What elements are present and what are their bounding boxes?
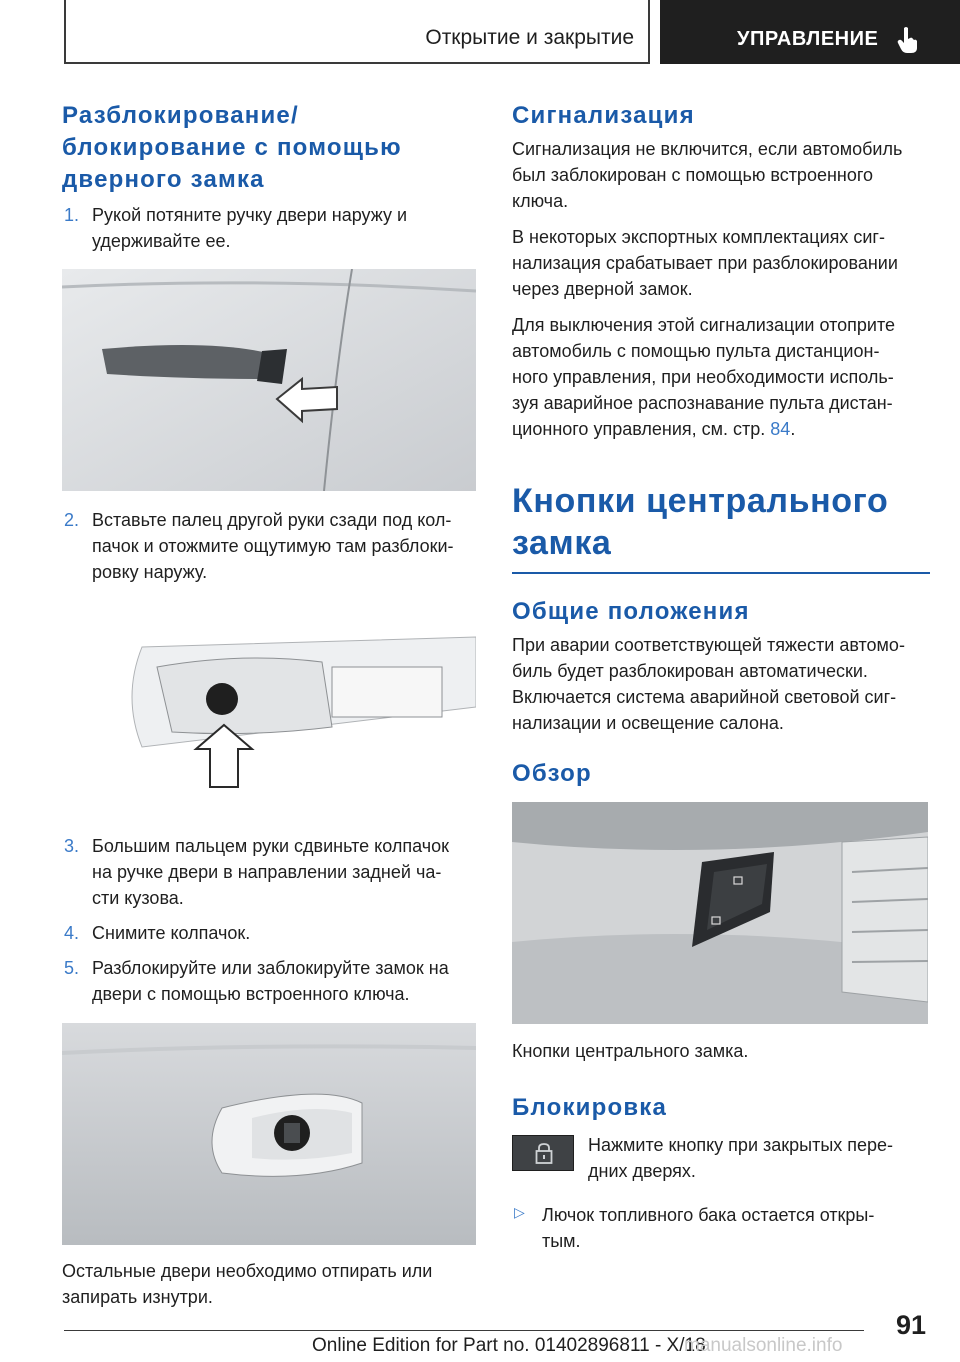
central-lock-title bbox=[512, 480, 930, 564]
alarm-text: ного управления, при необходимости исполь- bbox=[512, 367, 894, 387]
alarm-text: автомобиль с помощью пульта дистанцион- bbox=[512, 341, 880, 361]
footer-divider bbox=[64, 1330, 864, 1331]
right-column bbox=[512, 100, 930, 1254]
step-4 bbox=[62, 920, 478, 946]
door-lock-title bbox=[62, 100, 478, 196]
door-key-cylinder-photo bbox=[62, 1023, 476, 1245]
step-text: сти кузова. bbox=[92, 888, 184, 908]
step-text: на ручке двери в направлении задней ча- bbox=[92, 862, 442, 882]
inner-doors-note bbox=[62, 1258, 478, 1310]
lock-text-line: Нажмите кнопку при закрытых пере- bbox=[588, 1135, 894, 1155]
fuel-flap-text-line: Лючок топливного бака остается откры- bbox=[542, 1205, 875, 1225]
step-3 bbox=[62, 833, 478, 911]
step-2 bbox=[62, 507, 478, 585]
header-chapter-box bbox=[660, 0, 960, 64]
general-text: нализации и освещение салона. bbox=[512, 713, 784, 733]
header-section-title: Открытие и закрытие bbox=[425, 26, 634, 49]
step-text: Большим пальцем руки сдвиньте колпачок bbox=[92, 836, 449, 856]
alarm-paragraph-1 bbox=[512, 136, 930, 214]
door-lock-title-line3: дверного замка bbox=[62, 166, 265, 193]
footer-watermark: manualsonline.info bbox=[684, 1335, 843, 1356]
step-text: Разблокируйте или заблокируйте замок на bbox=[92, 958, 449, 978]
door-lock-title-line1: Разблокирование/ bbox=[62, 102, 299, 129]
footer-edition: Online Edition for Part no. 01402896811 - X/18 bbox=[312, 1335, 706, 1356]
alarm-title: Сигнализация bbox=[512, 102, 695, 129]
door-handle-illustration bbox=[62, 269, 476, 491]
step-text: пачок и отожмите ощутимую там разблоки- bbox=[92, 536, 454, 556]
alarm-text: Для выключения этой сигнализации отоприте bbox=[512, 315, 896, 335]
door-key-cylinder-illustration bbox=[62, 1023, 476, 1245]
fuel-flap-text-line: тым. bbox=[542, 1231, 581, 1251]
header-section-box bbox=[64, 0, 650, 64]
central-lock-title-line1: Кнопки центрального bbox=[512, 482, 889, 520]
general-text: При аварии соответствующей тяжести автомо- bbox=[512, 635, 905, 655]
step-text: Рукой потяните ручку двери наружу и bbox=[92, 205, 408, 225]
general-paragraph bbox=[512, 632, 930, 736]
central-lock-buttons-photo bbox=[512, 802, 928, 1024]
page-reference-link[interactable]: 84 bbox=[770, 419, 791, 439]
page-number: 91 bbox=[895, 1310, 926, 1340]
step-text: Снимите колпачок. bbox=[92, 923, 251, 943]
alarm-paragraph-3: Для выключения этой сигнализации отоприте автомобиль с помощью пульта дистанцион- ного управления, при необходимости исполь- зуя аварийное распознавание пульта дистан- ционного управления, см. стр. 84. bbox=[512, 315, 896, 439]
step-number: 1. bbox=[64, 205, 80, 225]
step-text: ровку наружу. bbox=[92, 562, 208, 582]
fuel-flap-text bbox=[542, 1202, 930, 1254]
door-lock-title-line2: блокирование с помощью bbox=[62, 134, 402, 161]
fuel-flap-note bbox=[512, 1202, 930, 1254]
step-text: двери с помощью встроенного ключа. bbox=[92, 984, 410, 1004]
general-text: Включается система аварийной световой сиг- bbox=[512, 687, 897, 707]
note-text: Остальные двери необходимо отпирать или bbox=[62, 1261, 433, 1281]
door-handle-cap-photo bbox=[62, 597, 476, 819]
step-number: 4. bbox=[64, 923, 80, 943]
general-text: биль будет разблокирован автоматически. bbox=[512, 661, 868, 681]
note-text: запирать изнутри. bbox=[62, 1287, 213, 1307]
alarm-text: ключа. bbox=[512, 191, 569, 211]
lock-button-image bbox=[512, 1135, 574, 1171]
lock-text-line: дних дверях. bbox=[588, 1161, 696, 1181]
central-lock-buttons-illustration bbox=[512, 802, 928, 1024]
hand-pointer-icon bbox=[896, 26, 920, 54]
overview-caption: Кнопки центрального замка. bbox=[512, 1041, 749, 1061]
central-lock-title-line2: замка bbox=[512, 524, 612, 562]
general-title: Общие положения bbox=[512, 598, 750, 625]
lock-icon bbox=[513, 1136, 575, 1172]
alarm-text: ционного управления, см. стр. bbox=[512, 419, 766, 439]
alarm-text: через дверной замок. bbox=[512, 279, 693, 299]
step-number: 3. bbox=[64, 836, 80, 856]
lock-instruction bbox=[512, 1132, 930, 1186]
overview-title: Обзор bbox=[512, 760, 592, 787]
step-number: 2. bbox=[64, 510, 80, 530]
step-number: 5. bbox=[64, 958, 80, 978]
section-divider bbox=[512, 572, 930, 574]
alarm-text: нализация срабатывает при разблокировании bbox=[512, 253, 898, 273]
triangle-bullet-icon: ▷ bbox=[514, 1204, 525, 1220]
header-chapter-title: УПРАВЛЕНИЕ bbox=[737, 28, 879, 50]
door-handle-photo bbox=[62, 269, 476, 491]
left-column bbox=[62, 100, 478, 1310]
alarm-text: был заблокирован с помощью встроенного bbox=[512, 165, 874, 185]
door-handle-cap-illustration bbox=[62, 597, 476, 819]
lock-title: Блокировка bbox=[512, 1094, 668, 1121]
step-5 bbox=[62, 955, 478, 1007]
step-text: Вставьте палец другой руки сзади под кол- bbox=[92, 510, 452, 530]
alarm-text: Сигнализация не включится, если автомобиль bbox=[512, 139, 903, 159]
lock-text bbox=[588, 1132, 893, 1184]
alarm-paragraph-2 bbox=[512, 224, 930, 302]
alarm-text: зуя аварийное распознавание пульта дистан- bbox=[512, 393, 893, 413]
step-1 bbox=[62, 202, 478, 254]
step-text: удерживайте ее. bbox=[92, 231, 231, 251]
alarm-text: В некоторых экспортных комплектациях сиг- bbox=[512, 227, 885, 247]
